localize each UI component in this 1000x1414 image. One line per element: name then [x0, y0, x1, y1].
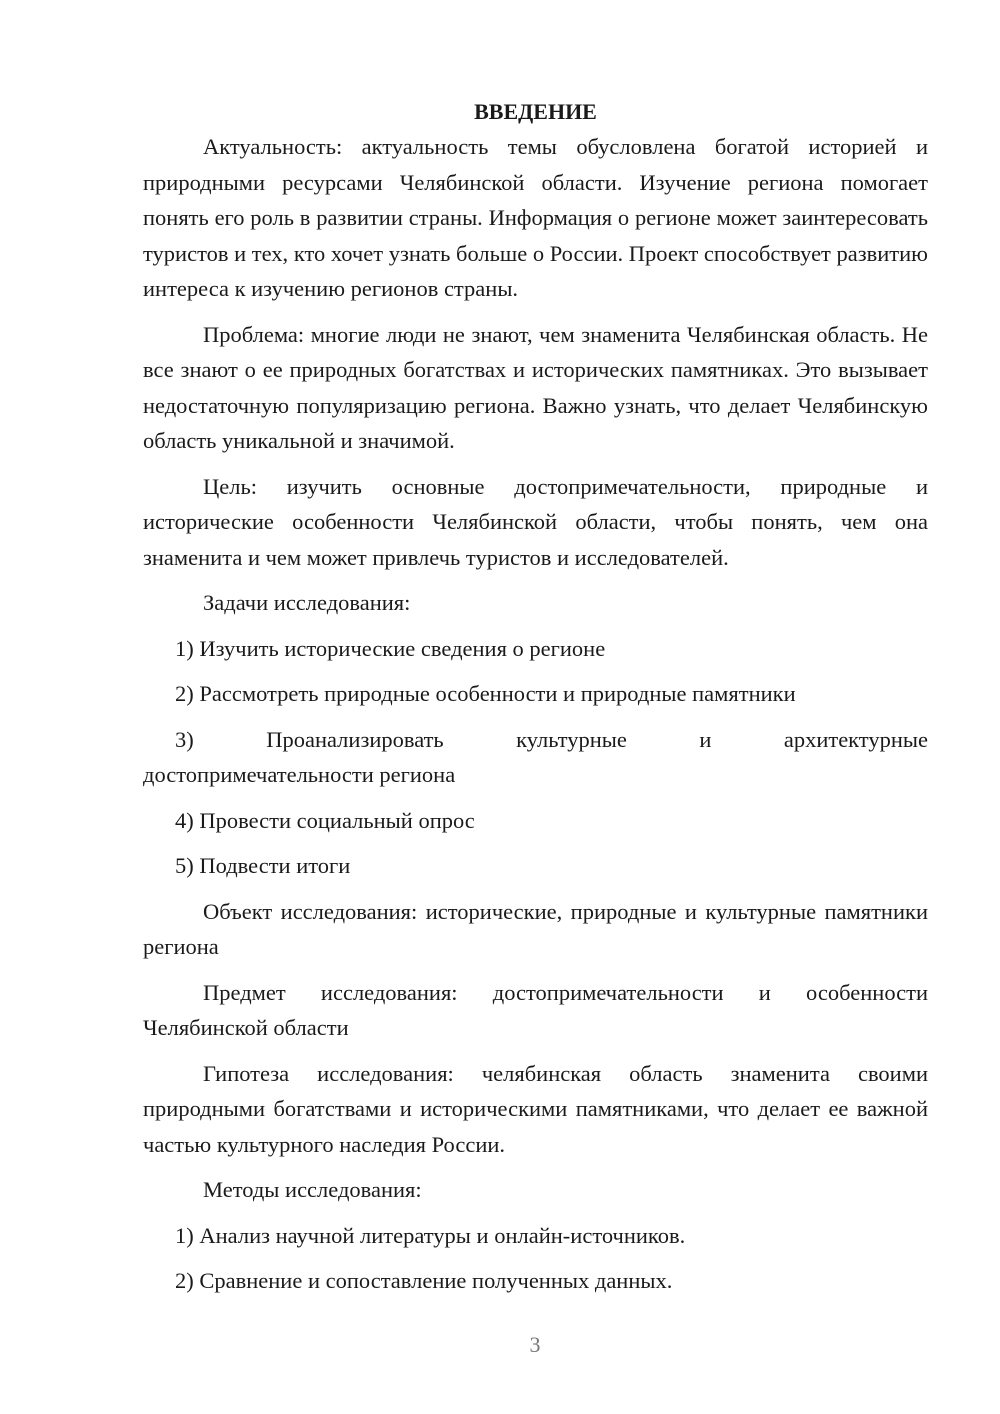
goal-paragraph: Цель: изучить основные достопримечательности, природные и исторические особенности Челябинской области, чтобы понять, чем она знаменита и чем может привлечь туристов и исследователей. [143, 473, 928, 570]
subject-paragraph: Предмет исследования: достопримечательности и особенности Челябинской области [143, 979, 928, 1040]
object-paragraph: Объект исследования: исторические, природные и культурные памятники региона [143, 898, 928, 959]
task-item-1: 1) Изучить исторические сведения о регионе [175, 635, 606, 661]
page-content [143, 94, 928, 1299]
problem-paragraph: Проблема: многие люди не знают, чем знаменита Челябинская область. Не все знают о ее природных богатствах и исторических памятниках. Это вызывает недостаточную популяризацию региона. Важно узнать, что делает Челябинскую область уникальной и значимой. [143, 321, 928, 453]
method-item-2: 2) Сравнение и сопоставление полученных данных. [175, 1268, 673, 1293]
page-number: 3 [529, 1332, 541, 1357]
task-item-3: 3) Проанализировать культурные и архитектурные [175, 726, 928, 752]
relevance-paragraph: Актуальность: актуальность темы обусловлена богатой историей и природными ресурсами Челябинской области. Изучение региона помогает понять его роль в развитии страны. Информация о регионе может заинтересовать туристов и тех, кто хочет узнать больше о России. Проект способствует развитию интереса к изучению регионов страны. [143, 134, 928, 301]
task-item-5: 5) Подвести итоги [175, 853, 351, 878]
tasks-heading: Задачи исследования: [203, 590, 411, 615]
task-item-2: 2) Рассмотреть природные особенности и природные памятники [175, 681, 796, 706]
hypothesis-paragraph: Гипотеза исследования: челябинская область знаменита своими природными богатствами и историческими памятниками, что делает ее важной частью культурного наследия России. [143, 1060, 928, 1157]
page-title: ВВЕДЕНИЕ [474, 99, 597, 124]
method-item-1: 1) Анализ научной литературы и онлайн-источников. [175, 1222, 686, 1248]
methods-heading: Методы исследования: [203, 1177, 422, 1202]
task-item-4: 4) Провести социальный опрос [175, 807, 475, 833]
task-item-3-continuation: достопримечательности региона [143, 762, 456, 787]
